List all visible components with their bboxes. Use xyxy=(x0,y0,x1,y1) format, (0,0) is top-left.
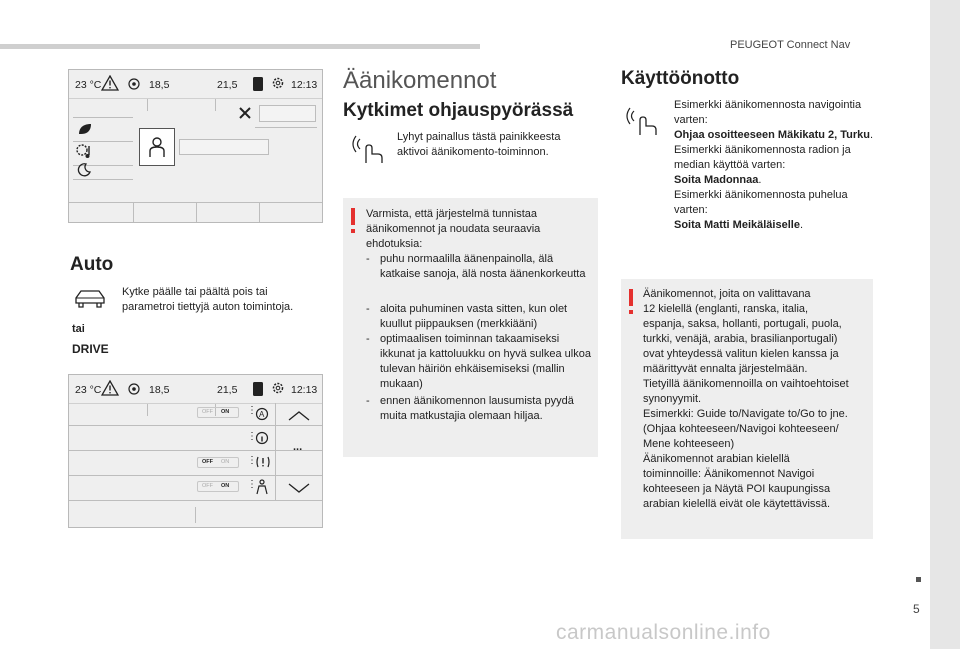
row-handle-icon: ⋮ xyxy=(247,405,257,416)
warning-icon xyxy=(101,380,119,396)
header-rule xyxy=(0,44,480,49)
toggle-switch-2[interactable]: OFF ON xyxy=(197,457,239,468)
or-label: tai xyxy=(72,323,85,335)
toggle-switch-1[interactable]: OFF ON xyxy=(197,407,239,418)
moon-icon[interactable] xyxy=(77,163,91,177)
screen-preview-1 xyxy=(68,69,323,223)
search-field[interactable] xyxy=(259,105,316,122)
usage-heading: Käyttöönotto xyxy=(621,68,740,89)
leaf-icon[interactable] xyxy=(77,122,93,136)
language-note-box xyxy=(621,279,873,539)
watermark: carmanualsonline.info xyxy=(556,621,771,644)
example-media-label: Esimerkki äänikomennosta radion ja median käyttöä varten: xyxy=(674,144,851,171)
warning-exclamation-icon xyxy=(351,208,355,225)
warning-item: - ennen äänikomennon lausumista pyydä muita matkustajia olemaan hiljaa. xyxy=(366,395,574,422)
example-media-command: Soita Madonnaa. xyxy=(674,174,762,186)
phone-icon xyxy=(251,76,265,92)
page-number: 5 xyxy=(913,602,920,616)
language-note-text: Äänikomennot, joita on valittavana 12 kielellä (englanti, ranska, italia, espanja, saksa, hollanti, portugali, puola, turkki, venäjä, arabia, brasilianportugali) ovat yhteydessä valitun kielen kanssa ja määrittyvät ennalta järjestelmään. Tietyillä äänikomennoilla on vaihtoehtoiset synonyymit. Esimerkki: Guide to/Navigate to/Go to jne. (Ohjaa kohteeseen/Navigoi kohteeseen/ Mene kohteeseen) Äänikomennot arabian kielellä toiminnoille: Äänikomennot Navigoi kohteeseen ja Näytä POI kaupungissa arabian kielellä eivät ole käytettävissä. xyxy=(643,288,849,510)
example-phone-label: Esimerkki äänikomennosta puhelua varten: xyxy=(674,189,848,216)
gps-icon xyxy=(127,77,141,91)
right-temp: 21,5 xyxy=(217,384,238,396)
warning-item: - puhu normaalilla äänenpainolla, älä katkaise sanoja, älä nosta äänenkorkeutta xyxy=(366,253,586,280)
left-temp: 18,5 xyxy=(149,384,170,396)
press-instruction: Lyhyt painallus tästä painikkeesta aktivoi äänikomento-toiminnon. xyxy=(397,131,561,158)
toggle-switch-3[interactable]: OFF ON xyxy=(197,481,239,492)
right-temp: 21,5 xyxy=(217,79,238,91)
warning-intro: Varmista, että järjestelmä tunnistaa äänikomennot ja noudata seuraavia ehdotuksia: xyxy=(366,208,541,250)
example-nav-command: Ohjaa osoitteeseen Mäkikatu 2, Turku. xyxy=(674,129,874,141)
warning-item: - aloita puhuminen vasta sitten, kun olet kuullut piippauksen (merkkiääni) xyxy=(366,303,568,330)
status-bar-2 xyxy=(69,375,322,403)
auto-lock-icon xyxy=(255,406,269,422)
voice-button-icon xyxy=(352,134,386,164)
chevron-down-icon[interactable] xyxy=(288,483,310,493)
clock: 12:13 xyxy=(291,384,318,396)
page-marker xyxy=(916,577,921,582)
voice-warning-box xyxy=(343,198,598,457)
warning-icon xyxy=(101,75,119,91)
outside-temp: 23 °C xyxy=(75,79,102,91)
gps-icon xyxy=(127,382,141,396)
voice-button-icon xyxy=(626,106,660,136)
warning-exclamation-icon xyxy=(629,289,633,306)
running-header: PEUGEOT Connect Nav xyxy=(730,39,851,51)
example-nav-label: Esimerkki äänikomennosta navigointia varten: xyxy=(674,99,862,126)
car-icon xyxy=(73,288,107,310)
settings-icon xyxy=(271,76,285,90)
row-handle-icon: ⋮ xyxy=(247,431,257,442)
auto-description: Kytke päälle tai päältä pois tai parametroi tiettyjä auton toimintoja. xyxy=(122,286,294,313)
outside-temp: 23 °C xyxy=(75,384,102,396)
profile-tile[interactable] xyxy=(139,128,175,166)
info-icon xyxy=(255,431,269,445)
chevron-up-icon[interactable] xyxy=(288,411,310,421)
auto-heading: Auto xyxy=(70,254,114,275)
status-bar xyxy=(69,70,322,98)
drive-label: DRIVE xyxy=(72,342,109,356)
profile-name-field[interactable] xyxy=(179,139,269,155)
usage-examples xyxy=(674,98,874,233)
row-handle-icon: ⋮ xyxy=(247,455,257,466)
warning-item: - optimaalisen toiminnan takaamiseksi ikkunat ja kattoluukku on hyvä sulkea ulkoa tulevan häiriön ehkäisemiseksi (mallin mukaan) xyxy=(366,333,591,390)
settings-icon xyxy=(271,381,285,395)
more-icon[interactable]: ... xyxy=(293,441,303,453)
clock: 12:13 xyxy=(291,79,318,91)
user-icon xyxy=(147,135,167,159)
steering-switches-heading: Kytkimet ohjauspyörässä xyxy=(343,100,574,121)
row-handle-icon: ⋮ xyxy=(247,479,257,490)
settings-music-icon[interactable] xyxy=(75,142,95,160)
screen-preview-2 xyxy=(68,374,323,528)
example-phone-command: Soita Matti Meikäläiselle. xyxy=(674,219,803,231)
close-icon[interactable] xyxy=(239,107,251,119)
seat-icon xyxy=(255,479,269,495)
page-side-band xyxy=(930,0,960,649)
phone-icon xyxy=(251,381,265,397)
left-temp: 18,5 xyxy=(149,79,170,91)
svg-text:A: A xyxy=(259,410,265,419)
voice-commands-title: Äänikomennot xyxy=(343,67,497,94)
alert-icon xyxy=(255,455,271,469)
